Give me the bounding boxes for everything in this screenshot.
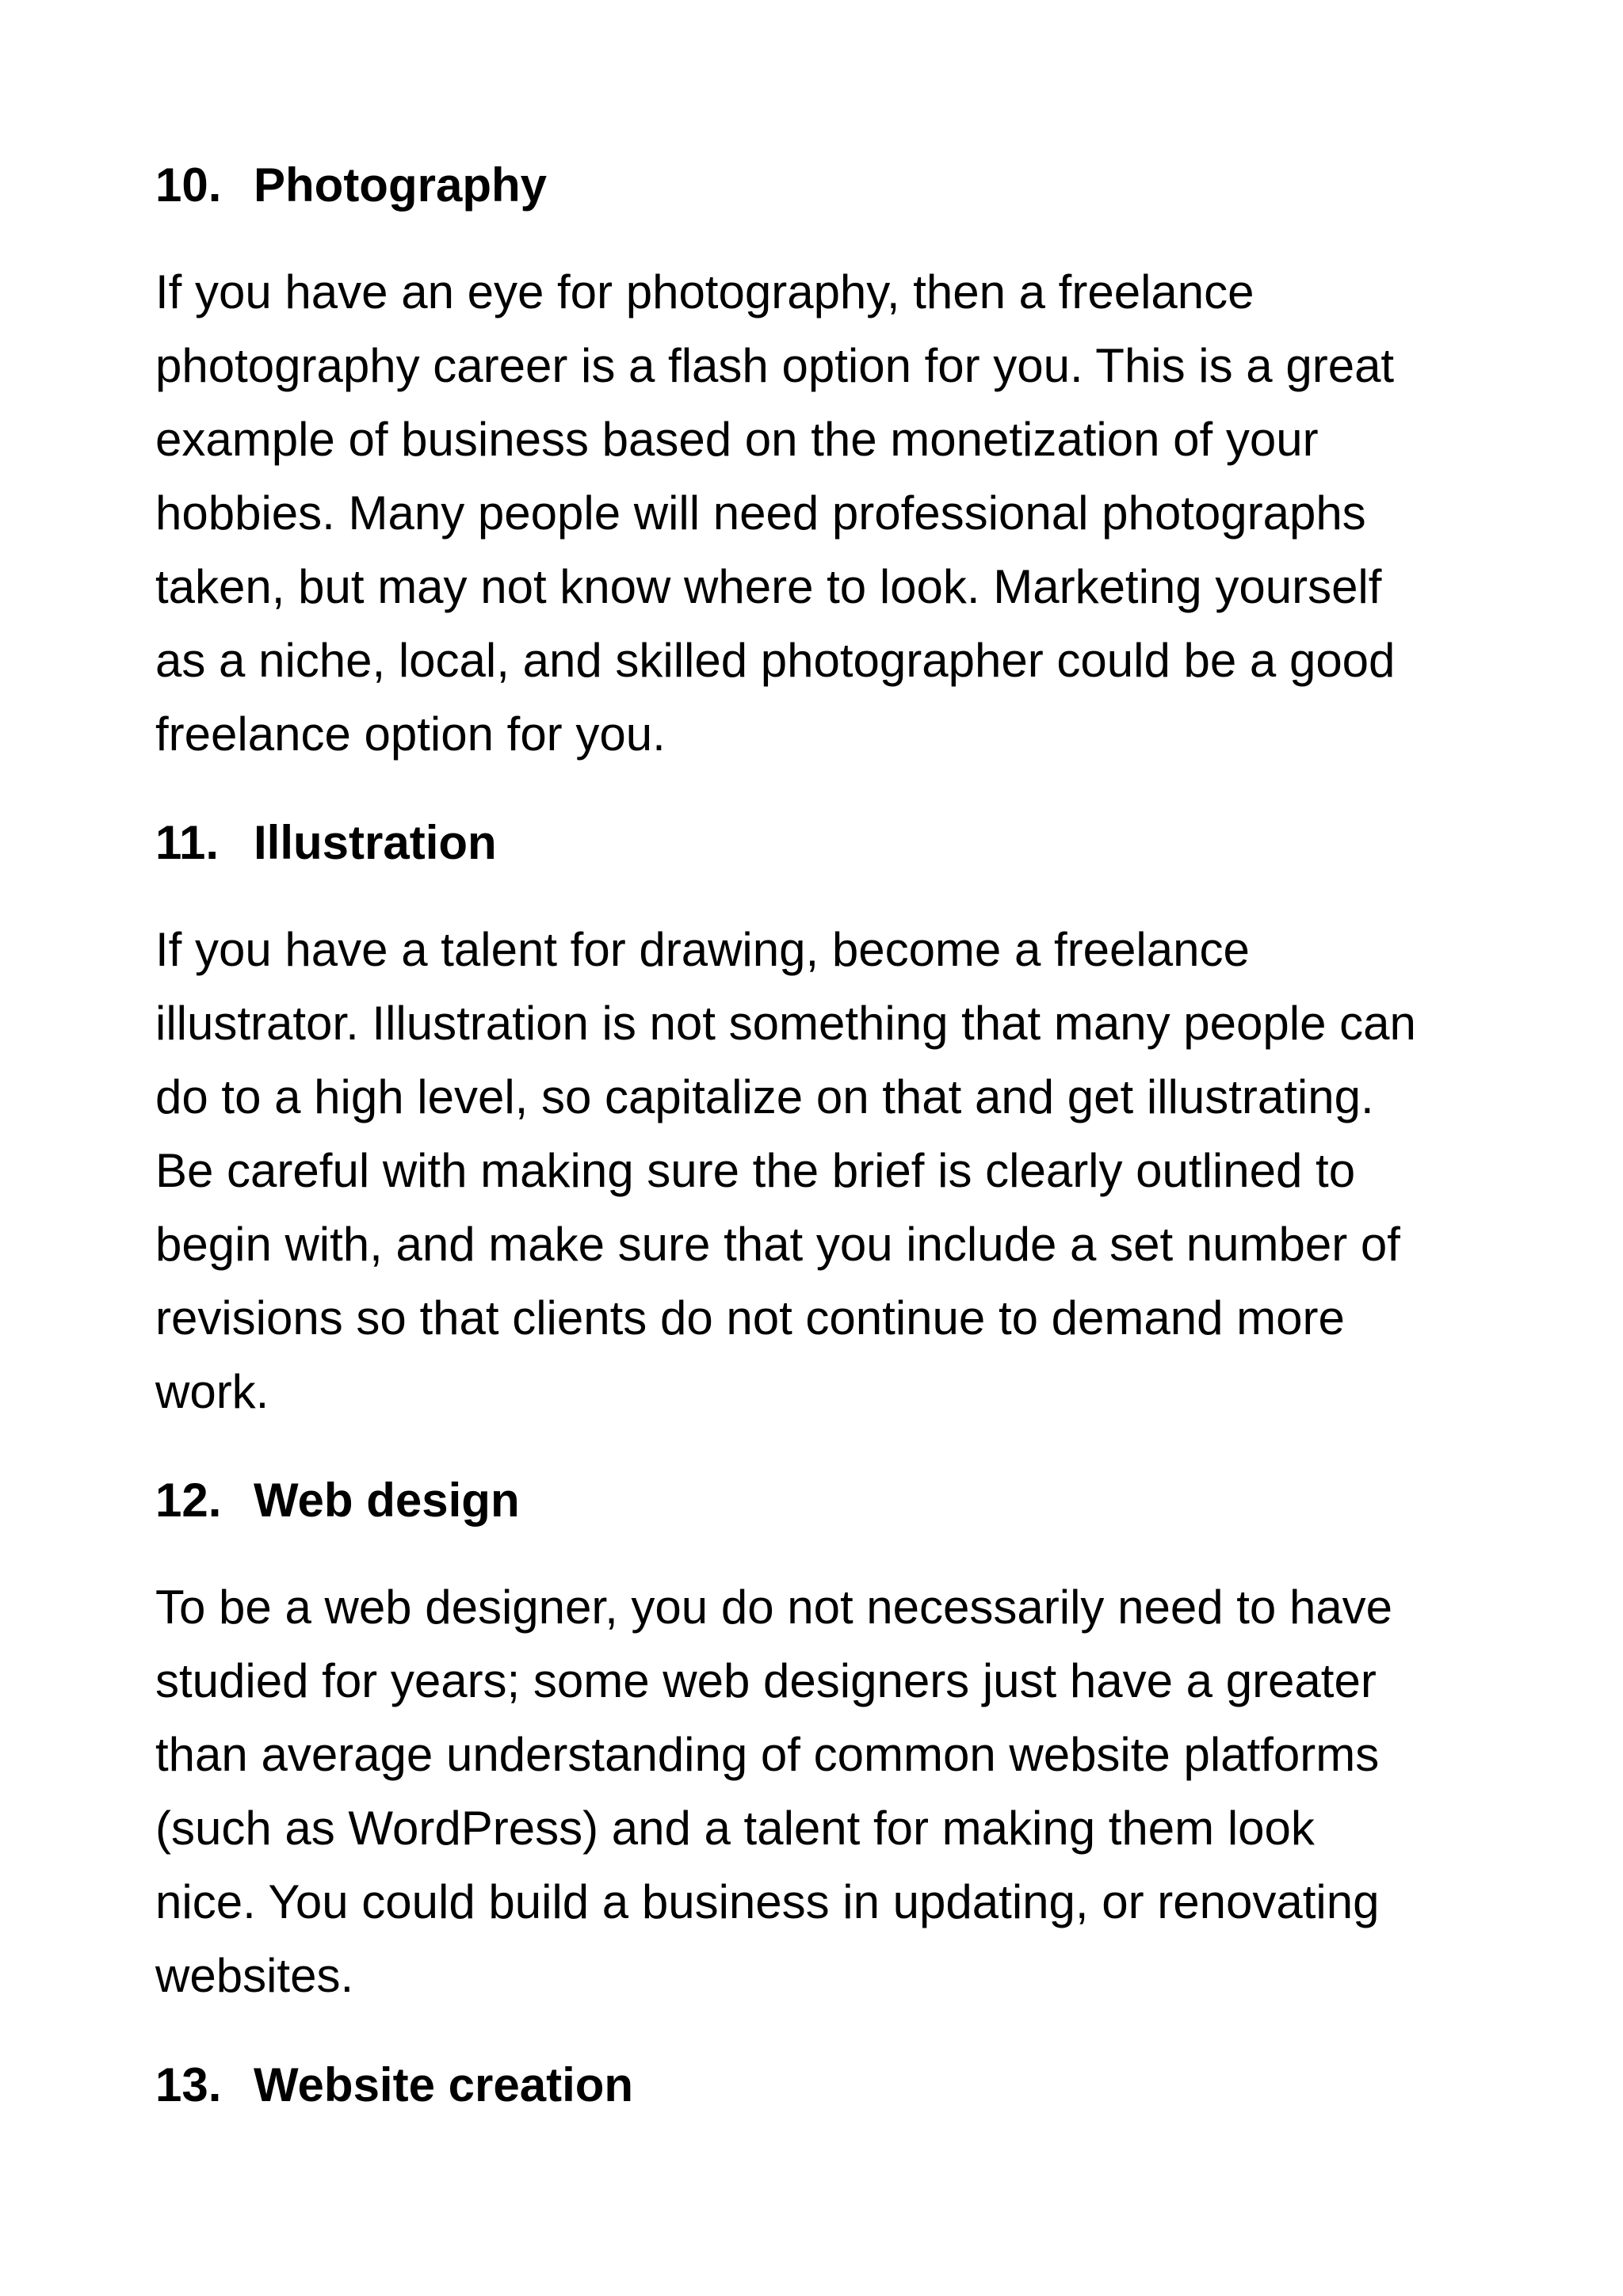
section-number: 12. <box>155 1474 222 1527</box>
section-heading-website-creation <box>155 2058 633 2112</box>
section-paragraph-illustration <box>155 913 1503 1428</box>
section-title: Website creation <box>254 2058 634 2111</box>
section-title: Photography <box>254 158 547 212</box>
paragraph-line: Be careful with making sure the brief is clearly outlined to <box>155 1144 1356 1197</box>
paragraph-line: illustrator. Illustration is not something that many people can <box>155 997 1416 1050</box>
section-heading-web-design <box>155 1474 520 1527</box>
section-number: 11. <box>155 816 220 869</box>
section-heading-photography <box>155 158 547 212</box>
paragraph-line: do to a high level, so capitalize on that and get illustrating. <box>155 1070 1374 1123</box>
section-title: Web design <box>254 1474 520 1527</box>
paragraph-line: than average understanding of common website platforms <box>155 1728 1380 1781</box>
paragraph-line: (such as WordPress) and a talent for making them look <box>155 1802 1315 1855</box>
section-paragraph-photography <box>155 255 1503 771</box>
paragraph-line: nice. You could build a business in updating, or renovating <box>155 1875 1380 1928</box>
paragraph-line: revisions so that clients do not continue to demand more <box>155 1291 1345 1344</box>
section-heading-illustration <box>155 816 497 870</box>
paragraph-line: begin with, and make sure that you include a set number of <box>155 1218 1400 1271</box>
paragraph-line: To be a web designer, you do not necessarily need to have <box>155 1581 1393 1634</box>
paragraph-line: photography career is a flash option for you. This is a great <box>155 339 1395 392</box>
paragraph-line: freelance option for you. <box>155 707 666 761</box>
paragraph-line: as a niche, local, and skilled photographer could be a good <box>155 634 1396 687</box>
paragraph-line: hobbies. Many people will need professional photographs <box>155 486 1366 540</box>
paragraph-line: taken, but may not know where to look. Marketing yourself <box>155 560 1382 613</box>
section-title: Illustration <box>254 816 497 869</box>
paragraph-line: If you have a talent for drawing, become a freelance <box>155 923 1250 976</box>
section-paragraph-web-design <box>155 1570 1503 2012</box>
paragraph-line: If you have an eye for photography, then a freelance <box>155 265 1254 318</box>
section-number: 13. <box>155 2058 222 2111</box>
paragraph-line: websites. <box>155 1949 354 2002</box>
section-number: 10. <box>155 158 222 212</box>
paragraph-line: studied for years; some web designers just have a greater <box>155 1654 1377 1707</box>
paragraph-line: example of business based on the monetization of your <box>155 413 1319 466</box>
paragraph-line: work. <box>155 1365 269 1418</box>
